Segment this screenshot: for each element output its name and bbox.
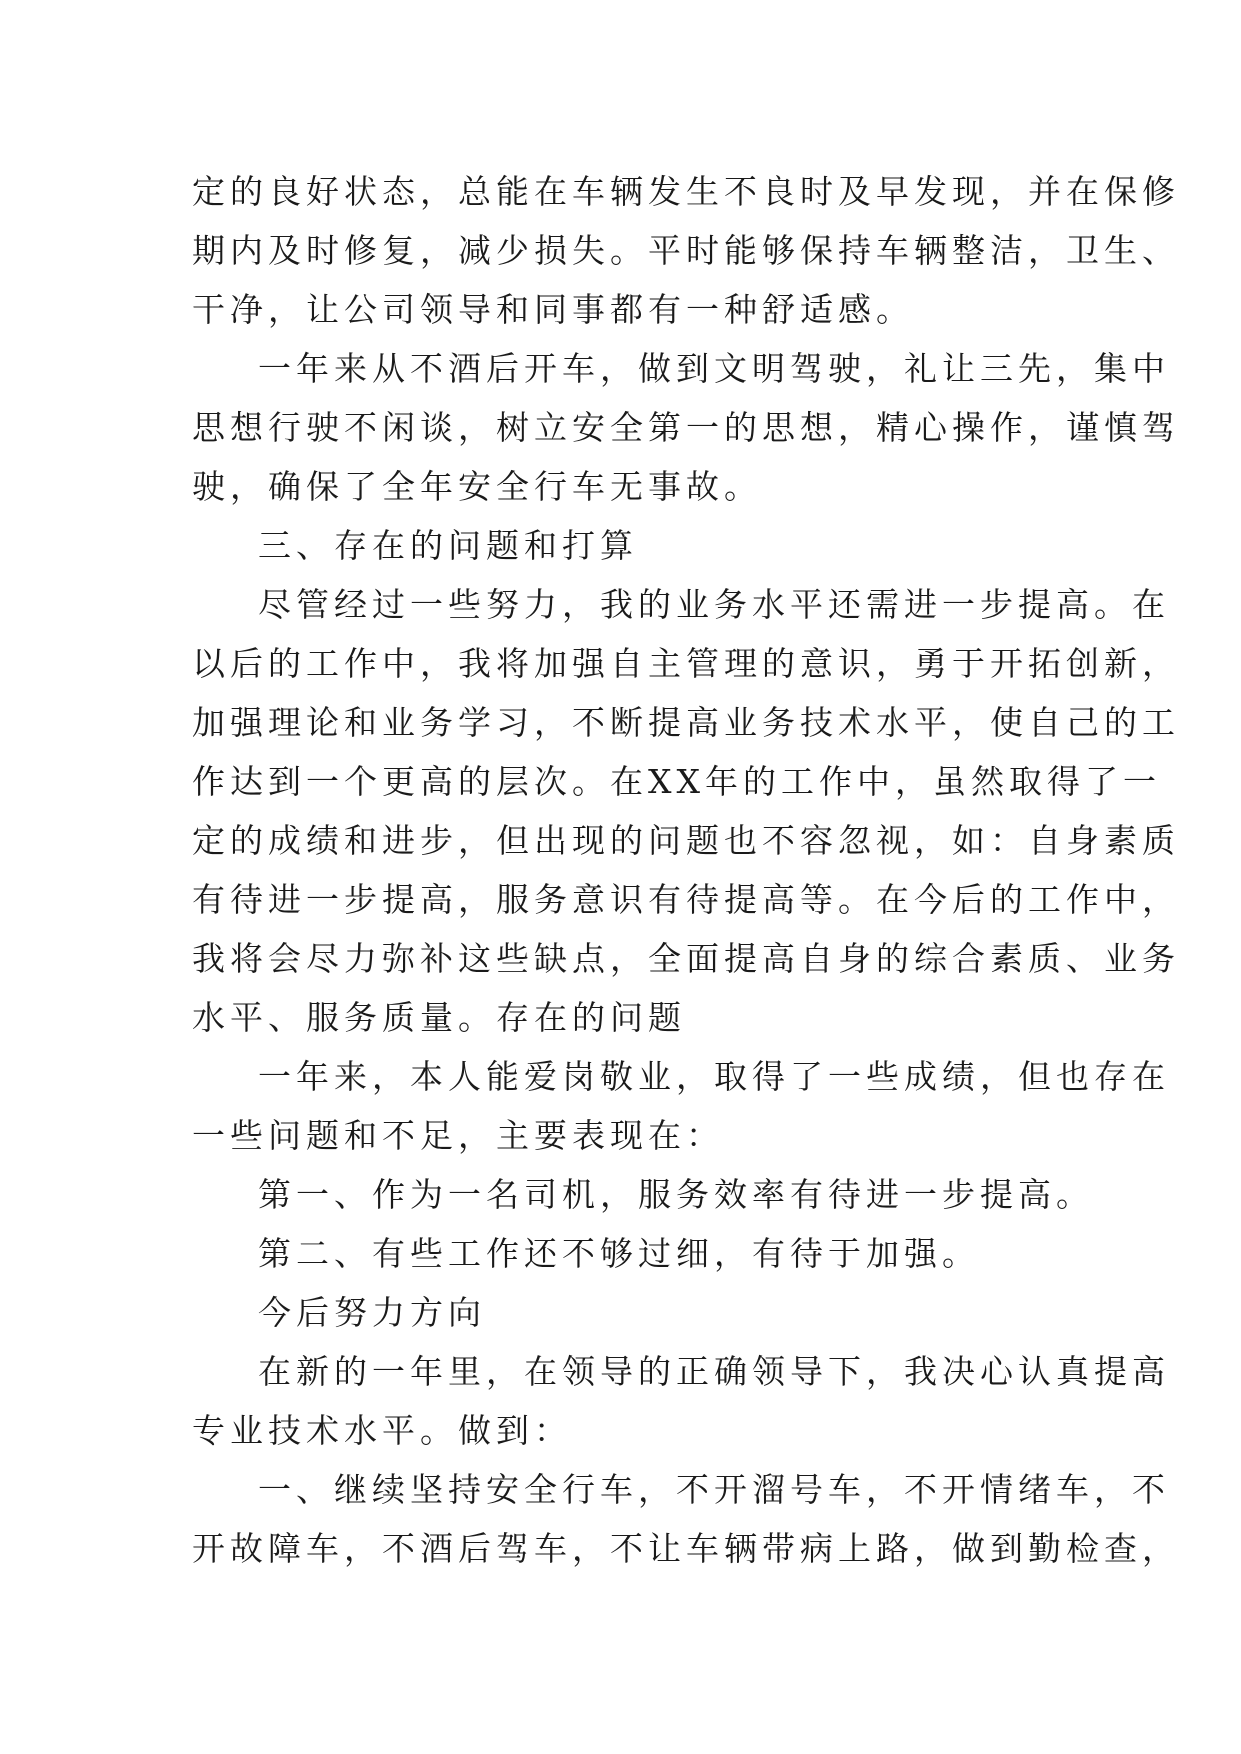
text-line: 一年来，本人能爱岗敬业，取得了一些成绩，但也存在 [258,1057,1170,1096]
text-line: 尽管经过一些努力，我的业务水平还需进一步提高。在 [258,585,1170,624]
text-line: 有待进一步提高，服务意识有待提高等。在今后的工作中， [192,880,1180,919]
text-line: 一年来从不酒后开车，做到文明驾驶，礼让三先，集中 [258,349,1170,388]
text-line: 定的良好状态，总能在车辆发生不良时及早发现，并在保修 [192,172,1180,211]
text-line: 期内及时修复，减少损失。平时能够保持车辆整洁，卫生、 [192,231,1180,270]
document-body [192,162,1180,1578]
text-line: 定的成绩和进步，但出现的问题也不容忽视，如：自身素质 [192,821,1180,860]
text-line: 加强理论和业务学习，不断提高业务技术水平，使自己的工 [192,703,1180,742]
list-item: 一、继续坚持安全行车，不开溜号车，不开情绪车，不 [258,1470,1170,1509]
text-line: 在新的一年里，在领导的正确领导下，我决心认真提高 [258,1352,1170,1391]
text-line: 作达到一个更高的层次。在XX年的工作中，虽然取得了一 [192,762,1161,801]
text-line: 水平、服务质量。存在的问题 [192,998,686,1037]
list-item: 第二、有些工作还不够过细，有待于加强。 [258,1234,980,1273]
section-heading: 今后努力方向 [258,1293,486,1332]
text-line: 开故障车，不酒后驾车，不让车辆带病上路，做到勤检查， [192,1529,1180,1568]
text-line: 思想行驶不闲谈，树立安全第一的思想，精心操作，谨慎驾 [192,408,1180,447]
text-line: 专业技术水平。做到： [192,1411,572,1450]
text-line: 我将会尽力弥补这些缺点，全面提高自身的综合素质、业务 [192,939,1180,978]
text-line: 一些问题和不足，主要表现在： [192,1116,724,1155]
list-item: 第一、作为一名司机，服务效率有待进一步提高。 [258,1175,1094,1214]
text-line: 干净，让公司领导和同事都有一种舒适感。 [192,290,914,329]
text-line: 以后的工作中，我将加强自主管理的意识，勇于开拓创新， [192,644,1180,683]
section-heading: 三、存在的问题和打算 [258,526,638,565]
text-line: 驶，确保了全年安全行车无事故。 [192,467,762,506]
